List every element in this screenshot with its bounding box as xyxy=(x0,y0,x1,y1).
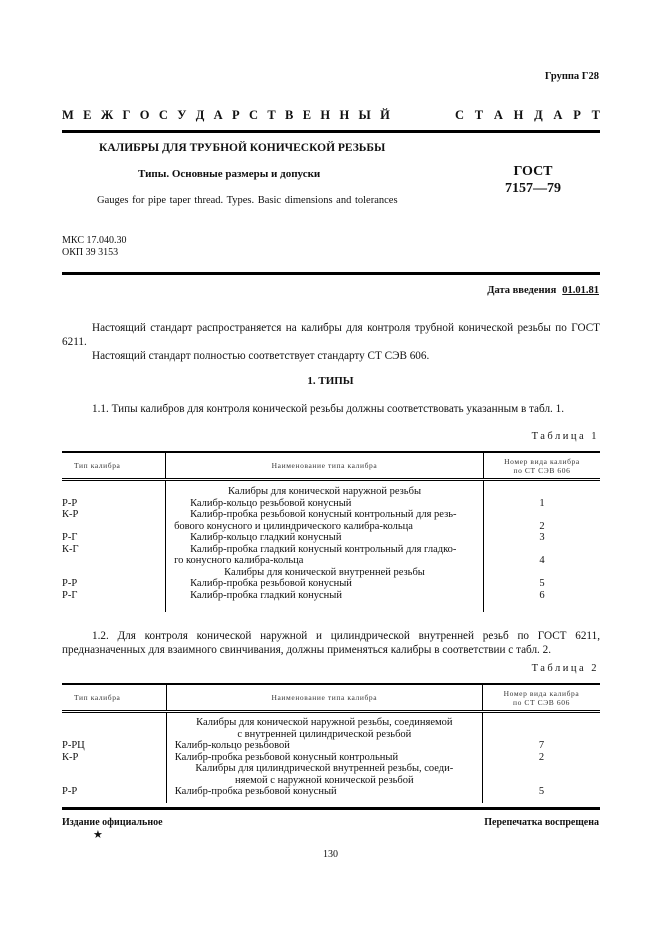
banner-letter: А xyxy=(213,108,223,122)
page-number: 130 xyxy=(323,849,338,860)
sev-number: 5 xyxy=(538,786,545,797)
banner-letter: Р xyxy=(232,108,240,122)
calibre-type-name: Калибр-пробка резьбовой конусный xyxy=(174,786,337,797)
calibre-type-code: Р-Р xyxy=(62,497,78,509)
calibre-type-name: бового конусного и цилиндрического калибра-кольца xyxy=(174,520,413,532)
calibre-type-code: Р-РЦ xyxy=(62,740,85,751)
name-column xyxy=(166,480,484,613)
calibre-type-code: Р-Р xyxy=(62,786,78,797)
header-rule xyxy=(62,130,600,133)
banner-letter: С xyxy=(249,108,259,122)
banner-letter: Н xyxy=(320,108,331,122)
section-heading: 1. ТИПЫ xyxy=(307,375,354,387)
okp-code: ОКП 39 3153 xyxy=(62,247,119,258)
banner-letter: С xyxy=(158,108,168,122)
banner-letter: Н xyxy=(339,108,350,122)
banner-letter: В xyxy=(285,108,294,122)
calibre-type-code xyxy=(62,486,165,498)
banner-letter: Р xyxy=(573,108,581,122)
calibre-type-code xyxy=(62,717,166,729)
calibre-type-code xyxy=(62,521,165,533)
calibre-type-code xyxy=(62,567,165,579)
col-header-name: Наименование типа калибра xyxy=(166,452,484,480)
calibre-type-code xyxy=(62,555,165,567)
type-column xyxy=(62,712,166,804)
star-icon: ★ xyxy=(93,829,103,841)
sev-number xyxy=(483,775,600,787)
standard-word xyxy=(455,108,600,123)
table-1 xyxy=(62,451,600,612)
group-heading: Калибры для конической наружной резьбы xyxy=(227,486,421,497)
gost-label: ГОСТ xyxy=(513,164,553,179)
calibre-type-name: Калибр-кольцо резьбовой конусный xyxy=(190,497,352,509)
calibre-type-name: Калибр-пробка гладкий конусный xyxy=(190,589,342,601)
interstate-word xyxy=(62,108,390,123)
table-1-body xyxy=(62,480,600,613)
banner-letter: Г xyxy=(122,108,131,122)
sev-number xyxy=(484,486,600,498)
group-heading: Калибры для цилиндрической внутренней резьбы, соеди- xyxy=(195,763,454,774)
table-2-body xyxy=(62,712,600,804)
sev-number: 2 xyxy=(539,520,545,532)
gost-number: 7157—79 xyxy=(505,181,561,196)
group-heading: Калибры для конической внутренней резьбы xyxy=(224,566,425,578)
col-header-number: Номер вида калибра по СТ СЭВ 606 xyxy=(504,456,580,475)
calibre-type-code xyxy=(62,775,166,787)
number-column xyxy=(482,712,600,804)
group-heading: Калибры для конической наружной резьбы, соединяемой xyxy=(196,717,453,728)
banner-letter: А xyxy=(553,108,563,122)
calibre-type-code: Р-Г xyxy=(62,532,78,543)
banner-letter: Д xyxy=(195,108,205,122)
table-1-label: Таблица 1 xyxy=(531,431,599,442)
intro-paragraph-2: Настоящий стандарт полностью соответствует стандарту СТ СЭВ 606. xyxy=(92,350,430,362)
sev-number xyxy=(484,509,600,521)
group-heading: с внутренней цилиндрической резьбой xyxy=(237,728,412,740)
sev-number: 4 xyxy=(539,555,545,566)
calibre-type-name: го конусного калибра-кольца xyxy=(174,555,304,566)
number-column xyxy=(483,480,600,613)
sev-number: 6 xyxy=(539,589,545,601)
group-code: Группа Г28 xyxy=(544,71,599,82)
banner-letter: Ы xyxy=(358,108,371,122)
english-title: Gauges for pipe taper thread. Types. Basic dimensions and tolerances xyxy=(97,195,398,206)
document-subtitle: Типы. Основные размеры и допуски xyxy=(138,168,321,180)
intro-paragraph-1: Настоящий стандарт распространяется на калибры для контроля трубной конической резьбы по ГОСТ 6211. xyxy=(62,322,600,348)
banner-letter: Т xyxy=(267,108,276,122)
calibre-type-name: Калибр-пробка гладкий конусный контрольный для гладко- xyxy=(190,543,457,555)
table-2 xyxy=(62,683,600,803)
banner-letter: Е xyxy=(83,108,92,122)
classification-codes xyxy=(62,235,126,259)
sev-number: 2 xyxy=(538,751,545,763)
banner-letter: Т xyxy=(591,108,600,122)
col-header-name: Наименование типа калибра xyxy=(166,684,482,712)
calibre-type-code xyxy=(62,729,166,741)
sev-number xyxy=(483,763,600,775)
col-header-type: Тип калибра xyxy=(74,693,121,702)
reprint-prohibited: Перепечатка воспрещена xyxy=(484,817,599,828)
sev-number: 3 xyxy=(539,532,545,543)
sev-number: 1 xyxy=(539,497,545,509)
banner-letter: Ж xyxy=(100,108,114,122)
sev-number xyxy=(484,567,600,579)
banner-letter: А xyxy=(493,108,503,122)
banner-letter: Е xyxy=(302,108,312,122)
clause-1-1: 1.1. Типы калибров для контроля конической резьбы должны соответствовать указанным в табл. 1. xyxy=(92,403,565,415)
calibre-type-code: К-Г xyxy=(62,543,79,555)
name-column xyxy=(166,712,482,804)
col-header-number: Номер вида калибра по СТ СЭВ 606 xyxy=(503,688,580,707)
introduction-date xyxy=(487,285,599,296)
sev-number: 5 xyxy=(539,578,545,589)
banner-letter: О xyxy=(139,108,150,122)
sev-number: 7 xyxy=(538,740,545,751)
group-heading: няемой с наружной конической резьбой xyxy=(235,774,414,786)
calibre-type-name: Калибр-пробка резьбовой конусный контрольный для резь- xyxy=(190,509,457,520)
mks-code: МКС 17.040.30 xyxy=(62,235,127,246)
type-column xyxy=(62,480,166,613)
footer-rule xyxy=(62,807,600,810)
table-2-label: Таблица 2 xyxy=(531,663,599,674)
table-2-header xyxy=(62,684,600,712)
sev-number xyxy=(484,544,600,556)
codes-rule xyxy=(62,272,600,275)
date-value: 01.01.81 xyxy=(562,285,599,296)
calibre-type-name: Калибр-пробка резьбовой конусный контрольный xyxy=(174,751,399,763)
official-edition: Издание официальное xyxy=(62,817,163,828)
table-1-header xyxy=(62,452,600,480)
banner-letter: Й xyxy=(380,108,390,122)
calibre-type-name: Калибр-кольцо гладкий конусный xyxy=(190,532,342,543)
banner-letter: У xyxy=(177,108,187,122)
calibre-type-code: Р-Г xyxy=(62,589,78,601)
col-header-type: Тип калибра xyxy=(74,461,121,470)
gost-designation xyxy=(505,163,561,197)
banner-letter: С xyxy=(455,108,465,122)
document-title: КАЛИБРЫ ДЛЯ ТРУБНОЙ КОНИЧЕСКОЙ РЕЗЬБЫ xyxy=(99,142,386,154)
banner-letter: Н xyxy=(513,108,524,122)
clause-1-2: 1.2. Для контроля конической наружной и цилиндрической внутренней резьб по ГОСТ 6211, предназначенных для взаимного свинчивания, должны применяться калибры в соответствии с табл. 2. xyxy=(62,630,600,656)
calibre-type-name: Калибр-кольцо резьбовой xyxy=(174,740,290,751)
banner-letter: М xyxy=(62,108,74,122)
calibre-type-code: Р-Р xyxy=(62,578,78,589)
banner-letter: Д xyxy=(534,108,543,122)
sev-number xyxy=(483,729,600,741)
calibre-type-code xyxy=(62,763,166,775)
calibre-type-name: Калибр-пробка резьбовой конусный xyxy=(190,578,352,589)
banner-letter: Т xyxy=(474,108,484,122)
date-label: Дата введения xyxy=(487,285,557,296)
sev-number xyxy=(483,717,600,729)
calibre-type-code: К-Р xyxy=(62,751,79,763)
calibre-type-code: К-Р xyxy=(62,509,79,520)
